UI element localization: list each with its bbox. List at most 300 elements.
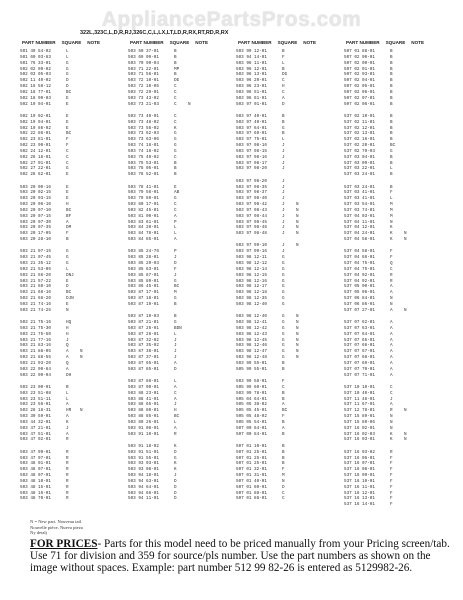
parts-group (236, 179, 338, 237)
part-number: 537 16 03-01 (344, 437, 375, 443)
square-code: J (282, 148, 285, 154)
square-code: G (174, 131, 177, 137)
parts-column (128, 40, 230, 518)
part-number: 507 02 07-01 (344, 95, 375, 101)
part-number: 503 71 56-01 (128, 72, 159, 78)
part-number: 503 21 60-10 (20, 284, 51, 290)
square-code: G (282, 320, 285, 325)
square-code: R (66, 461, 69, 467)
part-number: 503 98 12-14 (236, 266, 267, 272)
square-code: R (66, 496, 69, 502)
square-code: B (282, 461, 285, 467)
part-number: 503 79 89-01 (128, 196, 159, 202)
pricing-note-line: Use 71 for division and 359 for source/pls number. Use the part numbers as shown on the (30, 549, 431, 562)
square-code: D (282, 484, 285, 490)
square-code: G (282, 301, 285, 307)
part-number: 503 86 45-01 (128, 284, 159, 290)
square-code: L (174, 225, 177, 231)
note-mark: N (296, 337, 299, 343)
square-code: A (282, 402, 285, 408)
square-code: DG (282, 72, 288, 78)
legend-line: Nouvelle pièce, Nueva pieza (30, 524, 83, 530)
part-number: 503 72 10-05 (128, 84, 159, 90)
part-number: 503 21 35-12 (20, 261, 51, 267)
square-code: N (390, 425, 393, 431)
part-number: 537 03 54-01 (344, 202, 375, 208)
part-number: 503 97 98-20 (236, 166, 267, 172)
square-code: P (174, 219, 177, 225)
square-code: B (282, 131, 285, 137)
part-number: 503 94 14-01 (236, 54, 267, 60)
part-number: 502 27 01-01 (20, 160, 51, 166)
pricing-note-line: image without spaces. Example: part number 512 99 82-26 is entered as 5129982-26. (30, 562, 413, 575)
part-number: 503 97 98-20 (236, 178, 267, 184)
parts-group (20, 385, 122, 443)
part-number: 537 02 79-03 (344, 148, 375, 154)
square-code: A (174, 213, 177, 219)
square-code: F (390, 255, 393, 261)
square-code: M (390, 213, 393, 219)
square-code: C (174, 207, 177, 213)
part-number: 503 72 10-01 (128, 78, 159, 84)
part-number: 503 98 12-18 (236, 290, 267, 296)
part-number: 503 30 59-01 (20, 414, 51, 420)
column-header (128, 40, 230, 49)
part-number: 503 97 98-35 (236, 184, 267, 190)
part-number: 503 98 12-47 (236, 349, 267, 355)
parts-group (236, 379, 338, 437)
square-code: J (174, 349, 177, 355)
part-number: 537 07 71-01 (344, 372, 375, 378)
part-number: 502 19 86-02 (20, 125, 51, 131)
legend-line: Ny detalj (30, 530, 47, 535)
pricing-note-line: - Parts for this model need to be priced manually from your Pricing screen/tab. (97, 537, 450, 550)
square-code: B (174, 166, 177, 172)
square-code: A (282, 425, 285, 431)
parts-group (344, 385, 446, 443)
square-code: E (174, 184, 177, 190)
square-code: K (390, 237, 393, 243)
square-code: B (174, 160, 177, 166)
note-mark (296, 166, 306, 172)
square-code: B (174, 54, 177, 60)
square-code: B (282, 390, 285, 396)
table-row (236, 302, 338, 308)
part-number: 502 03 05-03 (20, 72, 51, 78)
square-code: A (66, 219, 69, 225)
part-number: 503 98 12-40 (236, 314, 267, 320)
square-code: BC (174, 414, 180, 420)
part-number: 537 15 89-01 (344, 414, 375, 420)
part-number: 503 87 85-01 (128, 366, 159, 372)
legend (30, 519, 460, 536)
part-number: 503 93 03-01 (128, 461, 159, 467)
square-code: G (174, 137, 177, 143)
note-mark (296, 302, 306, 308)
part-number: 537 07 62-01 (344, 320, 375, 325)
square-code: J (282, 219, 285, 225)
note-mark (80, 496, 90, 502)
part-number: 503 20 07-35 (20, 225, 51, 231)
square-code: BC (66, 290, 72, 296)
square-code: N (390, 219, 393, 225)
square-code: DE (174, 78, 180, 84)
part-number: 505 05 38-02 (236, 402, 267, 408)
square-code: H (282, 84, 285, 90)
part-number: 503 84 78-01 (128, 231, 159, 237)
table-row (236, 496, 338, 502)
part-number: 503 21 57-22 (20, 278, 51, 284)
parts-group (344, 320, 446, 378)
part-number: 507 02 04-01 (344, 78, 375, 84)
square-code: E (66, 95, 69, 101)
square-code: Q (66, 360, 69, 366)
part-number: 503 47 99-01 (20, 449, 51, 455)
table-row (128, 102, 230, 108)
part-number: 507 01 88-01 (344, 49, 375, 54)
parts-group (128, 249, 230, 307)
part-number: 503 21 75-16 (20, 320, 51, 325)
square-code: C (66, 160, 69, 166)
part-number: 503 50 37-01 (128, 49, 159, 54)
square-code: B (282, 419, 285, 425)
square-code: L (174, 378, 177, 384)
table-row (344, 437, 446, 443)
square-code: J (390, 396, 393, 402)
square-code: C (174, 101, 177, 107)
part-number: 537 07 69-01 (344, 360, 375, 366)
part-number: 503 97 98-42 (236, 202, 267, 208)
parts-group (236, 243, 338, 307)
part-number: 503 48 07-01 (20, 467, 51, 473)
square-code: J (282, 243, 285, 249)
part-number: 502 19 94-01 (20, 119, 51, 125)
part-number: 537 16 09-01 (344, 473, 375, 479)
table-row (20, 437, 122, 443)
table-row (236, 166, 338, 172)
note-mark: N (296, 219, 299, 225)
square-code: B (390, 95, 393, 101)
part-number: 507 01 88-01 (236, 490, 267, 496)
square-code: B (174, 301, 177, 307)
square-code: G (174, 196, 177, 202)
table-row (344, 172, 446, 178)
table-row (236, 432, 338, 438)
part-number: 507 01 31-01 (236, 473, 267, 479)
square-code: A (390, 402, 393, 408)
part-number: 537 04 24-01 (344, 231, 375, 237)
part-number: 503 21 56-20 (20, 272, 51, 278)
part-number: 503 21 07-15 (20, 249, 51, 255)
square-code: R (66, 467, 69, 473)
part-number: 537 04 12-01 (344, 225, 375, 231)
square-code: L (174, 231, 177, 237)
part-number: 503 87 32-02 (128, 337, 159, 343)
part-number: 503 94 18-01 (128, 473, 159, 479)
table-row (344, 237, 446, 243)
part-number: 503 21 74-16 (20, 301, 51, 307)
square-code: G (66, 249, 69, 255)
square-code: B (390, 184, 393, 190)
square-code: L (66, 266, 69, 272)
note-mark (404, 502, 414, 508)
square-code: M (390, 207, 393, 213)
table-row (20, 308, 122, 314)
part-number: 503 96 11-01 (236, 60, 267, 66)
part-number: 503 44 32-01 (20, 419, 51, 425)
table-row (236, 367, 338, 373)
part-number: 503 48 15-01 (20, 484, 51, 490)
part-number: 537 04 58-01 (344, 249, 375, 255)
square-code: L (390, 196, 393, 202)
square-code: L (66, 396, 69, 402)
part-number: 507 02 03-01 (344, 72, 375, 78)
square-code: G (174, 148, 177, 154)
square-code: A (390, 366, 393, 372)
square-code: G (66, 66, 69, 72)
note-mark: N (296, 202, 299, 208)
square-code: BC (390, 143, 396, 149)
part-number: 503 87 65-01 (128, 360, 159, 366)
part-number: 503 98 12-48 (236, 355, 267, 361)
part-number: 503 21 68-20 (20, 296, 51, 302)
square-code: C (66, 154, 69, 160)
part-number: 503 20 02-15 (20, 190, 51, 196)
part-number: 503 97 69-01 (236, 131, 267, 137)
square-code: R (66, 484, 69, 490)
part-number: 503 87 35-02 (128, 343, 159, 349)
part-number: 503 98 12-40 (236, 301, 267, 307)
note-mark: N (296, 225, 299, 231)
square-code: B (390, 49, 393, 54)
square-code: J (282, 202, 285, 208)
part-number: 503 98 12-42 (236, 325, 267, 331)
part-number: 537 05 06-01 (344, 290, 375, 296)
square-code: L (66, 49, 69, 54)
square-code: J (282, 196, 285, 202)
part-number: 537 02 13-01 (344, 131, 375, 137)
part-number: 502 27 22-01 (20, 166, 51, 172)
part-number: 503 98 12-16 (236, 278, 267, 284)
square-code: D (174, 261, 177, 267)
square-code: E (66, 184, 69, 190)
square-code: MP (174, 66, 180, 72)
column-header-square: SQUARE (169, 40, 190, 45)
parts-group (20, 249, 122, 313)
part-number: 503 48 16-01 (20, 490, 51, 496)
note-mark (404, 172, 414, 178)
part-number: 537 02 12-01 (344, 125, 375, 131)
square-code: B (390, 172, 393, 178)
square-code: C (174, 113, 177, 119)
square-code: E (66, 278, 69, 284)
square-code: C (282, 496, 285, 502)
part-number: 507 00 64-01 (236, 425, 267, 431)
part-number: 503 98 12-15 (236, 272, 267, 278)
part-number: 537 16 08-01 (344, 467, 375, 473)
part-number: 503 87 36-01 (128, 349, 159, 355)
part-number: 503 97 98-15 (236, 148, 267, 154)
part-number: 503 89 26-01 (128, 419, 159, 425)
square-code: G (282, 337, 285, 343)
part-number: 537 03 24-01 (344, 172, 375, 178)
square-code: A (66, 414, 69, 420)
part-number: 537 03 74-01 (344, 207, 375, 213)
part-number: 537 03 09-01 (344, 160, 375, 166)
part-number: 502 28 62-01 (20, 172, 51, 178)
part-number: 503 73 62-03 (128, 131, 159, 137)
table-row (20, 373, 122, 379)
part-number: 537 02 20-01 (344, 143, 375, 149)
part-number: 503 87 28-01 (128, 331, 159, 337)
part-number: 503 85 29-03 (128, 261, 159, 267)
note-mark: N (296, 231, 299, 237)
square-code: F (282, 378, 285, 384)
part-number: 503 28 18-31 (20, 408, 51, 414)
part-number: 503 97 99-16 (236, 249, 267, 255)
note-mark (296, 496, 306, 502)
square-code: B (390, 154, 393, 160)
square-code: K (174, 125, 177, 131)
square-code: G (282, 290, 285, 296)
part-number: 537 04 58-01 (344, 237, 375, 243)
part-number: 503 21 74-25 (20, 307, 51, 313)
part-number: 503 69 09-01 (128, 54, 159, 60)
part-number: 503 98 12-12 (236, 261, 267, 267)
note-mark: N (296, 343, 299, 349)
model-list-header: 322L,323C,L,D,R,RJ,326C,C,L,LX,LT,LD,R,RX,RT,RD,R,RX (80, 30, 229, 36)
part-number: 503 73 40-01 (128, 113, 159, 119)
part-number: 503 99 78-01 (236, 390, 267, 396)
parts-group (344, 249, 446, 313)
part-number: 503 98 12-35 (236, 296, 267, 302)
square-code: R (66, 478, 69, 484)
square-code: J (66, 337, 69, 343)
square-code: H (66, 202, 69, 208)
table-row (20, 172, 122, 178)
square-code: E (66, 125, 69, 131)
part-number: 503 48 70-01 (20, 496, 51, 502)
square-code: A (390, 331, 393, 337)
square-code: BDN (174, 325, 182, 331)
table-row (128, 172, 230, 178)
square-code: N (282, 478, 285, 484)
square-code: C (390, 266, 393, 272)
part-number: 503 93 08-01 (128, 467, 159, 473)
parts-group (20, 450, 122, 503)
part-number: 503 88 65-01 (128, 402, 159, 408)
column-header (20, 40, 122, 49)
square-code: J (282, 249, 285, 255)
square-code: F (390, 467, 393, 473)
parts-group (20, 49, 122, 107)
part-number: 502 24 12-01 (20, 148, 51, 154)
part-number: 503 23 51-08 (20, 390, 51, 396)
square-code: N (390, 414, 393, 420)
note-mark (404, 373, 414, 379)
part-number: 503 73 48-02 (128, 119, 159, 125)
part-number: 502 11 40-02 (20, 78, 51, 84)
column-header-square: SQUARE (385, 40, 406, 45)
square-code: D (174, 496, 177, 502)
part-number: 503 94 64-01 (128, 484, 159, 490)
square-code: M (390, 202, 393, 208)
square-code: B (174, 49, 177, 54)
square-code: A (390, 284, 393, 290)
part-number: 537 04 92-01 (344, 272, 375, 278)
square-code: R (390, 449, 393, 455)
square-code: B (282, 119, 285, 125)
square-code: F (282, 414, 285, 420)
part-number: 503 97 40-01 (236, 113, 267, 119)
part-number: 502 18 90-03 (20, 95, 51, 101)
part-number: 507 00 84-01 (236, 431, 267, 437)
part-number: 507 02 00-01 (344, 60, 375, 66)
legend-line: N = New part. Nouveau tail. (30, 519, 83, 524)
part-number: 537 12 78-01 (344, 408, 375, 414)
square-code: J (282, 231, 285, 237)
note-mark: N (404, 237, 407, 243)
part-number: 503 96 20-01 (236, 78, 267, 84)
part-number: 537 06 86-01 (344, 301, 375, 307)
square-code: K (174, 467, 177, 473)
part-number: 503 20 07-15 (20, 213, 51, 219)
part-number: 503 82 45-01 (128, 207, 159, 213)
column-header-part: PART NUMBER (130, 40, 164, 45)
parts-group (20, 320, 122, 378)
square-code: B (390, 54, 393, 60)
column-header-part: PART NUMBER (346, 40, 380, 45)
part-number: 537 04 75-01 (344, 266, 375, 272)
square-code: C (174, 84, 177, 90)
table-row (128, 302, 230, 308)
part-number: 502 16 58-12 (20, 84, 51, 90)
square-code: B (390, 66, 393, 72)
parts-group (236, 314, 338, 372)
square-code: B (174, 314, 177, 320)
part-number: 503 73 63-06 (128, 137, 159, 143)
square-code: A (390, 360, 393, 366)
square-code: A (66, 402, 69, 408)
square-code: BF (66, 213, 72, 219)
square-code: D (66, 284, 69, 290)
part-number: 507 01 25-01 (236, 455, 267, 461)
part-number: 537 16 07-01 (344, 461, 375, 467)
square-code: D (282, 101, 285, 107)
part-number: 503 98 12-45 (236, 337, 267, 343)
square-code: BC (66, 89, 72, 95)
part-number: 537 16 12-01 (344, 490, 375, 496)
part-number: 537 07 64-01 (344, 331, 375, 337)
parts-group (344, 185, 446, 243)
square-code: DJN (66, 296, 74, 302)
square-code: R (66, 437, 69, 443)
column-header-note: NOTE (411, 40, 425, 45)
part-number: 503 96 23-01 (236, 84, 267, 90)
part-number: 537 07 27-01 (344, 307, 375, 313)
square-code: E (66, 101, 69, 107)
square-code: J (174, 255, 177, 261)
table-row (20, 237, 122, 243)
square-code: R (390, 278, 393, 284)
part-number: 503 87 86-01 (128, 378, 159, 384)
site-watermark: AppliancePartsPros.com (101, 8, 362, 31)
part-number: 537 03 22-01 (344, 166, 375, 172)
part-number: 503 99 55-01 (236, 360, 267, 366)
square-code: E (66, 190, 69, 196)
square-code: M (282, 473, 285, 479)
part-number: 503 73 21-03 (128, 101, 159, 107)
